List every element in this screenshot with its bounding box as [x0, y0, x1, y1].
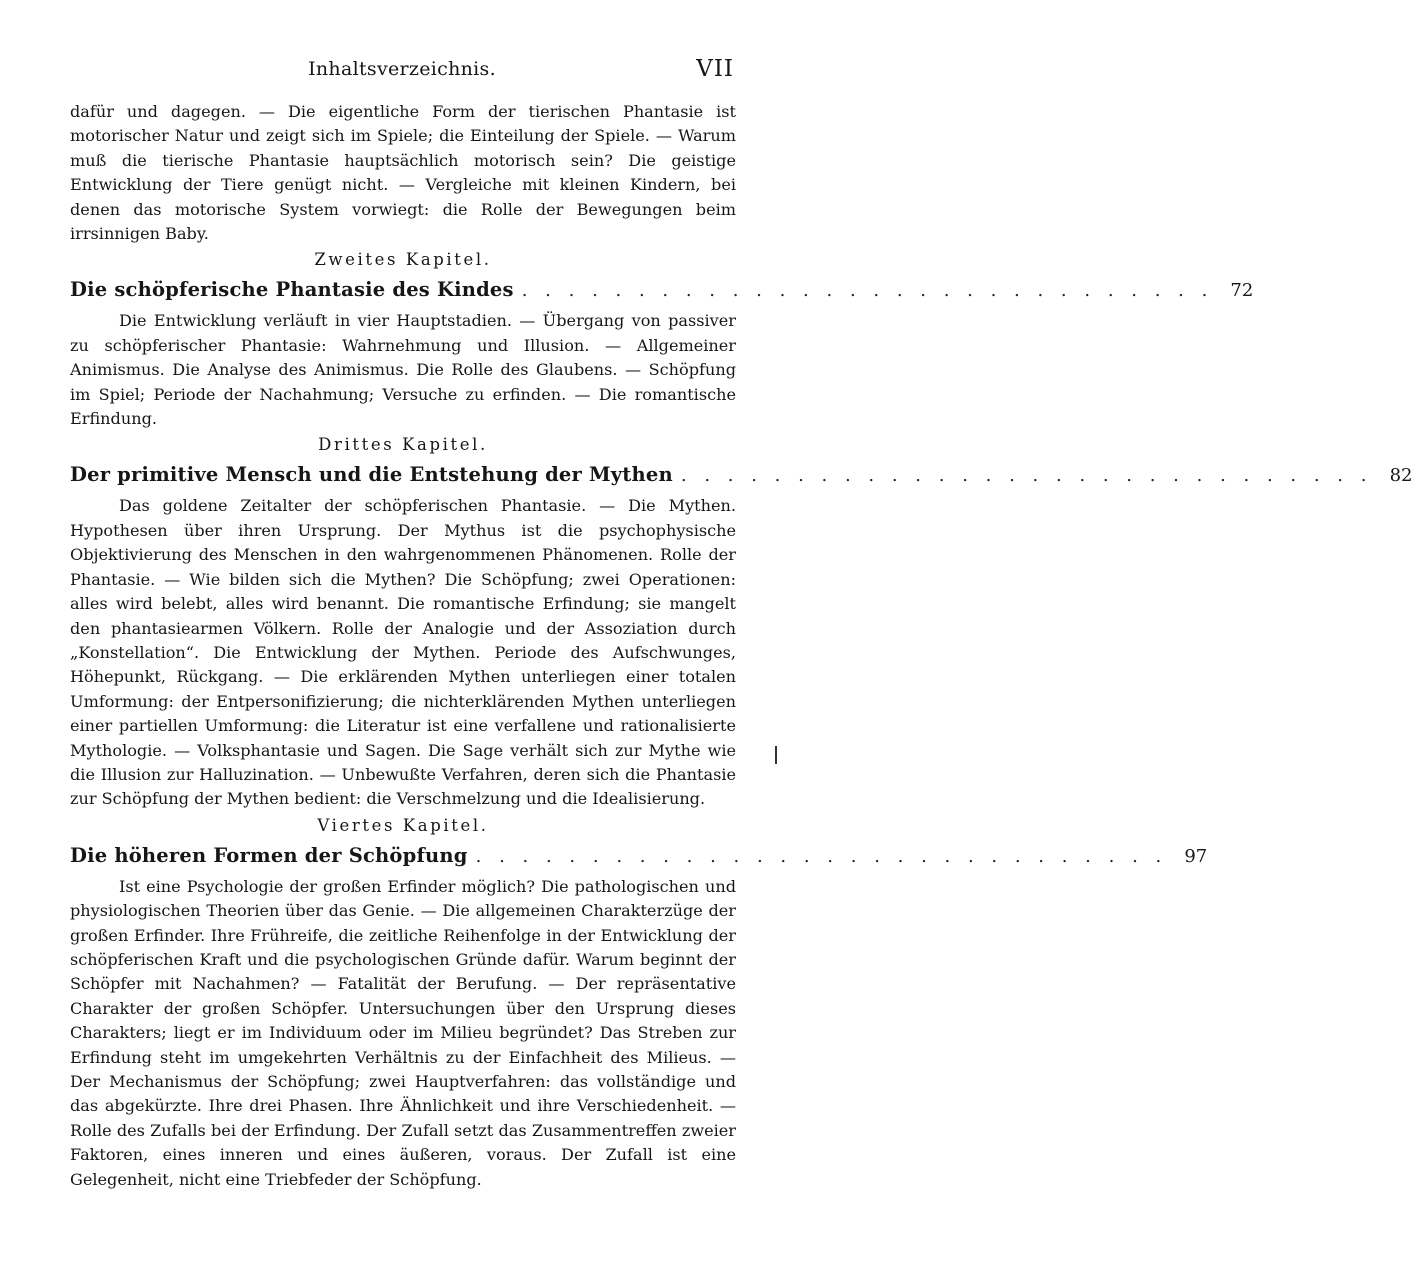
- intro-paragraph: dafür und dagegen. — Die eigentliche Form der tierischen Phantasie ist motorischer Natur und zeigt sich im Spiele; die Einteilung der Spiele. — Warum muß die tierische Phantasie hauptsächlich motorisch sein? Die geistige Entwicklung der Tiere genügt nicht. — Vergleiche mit kleinen Kindern, bei denen das motorische System vorwiegt: die Rolle der Bewegungen beim irrsinnigen Baby.: [70, 102, 736, 244]
- dot-leader: . . . . . . . . . . . . . . . . . . . . . . . . . . . . . .: [475, 845, 1168, 867]
- chapter-summary: Die Entwicklung verläuft in vier Hauptstadien. — Übergang von passiver zu schöpferischer Phantasie: Wahrnehmung und Illusion. — Allgemeiner Animismus. Die Analyse des Animismus. Die Rolle des Glaubens. — Schöpfung im Spiel; Periode der Nachahmung; Versuche zu erfinden. — Die romantische Erfindung.: [70, 311, 736, 429]
- chapter-title: Der primitive Mensch und die Entstehung der Mythen: [70, 463, 673, 487]
- chapter-summary: Das goldene Zeitalter der schöpferischen Phantasie. — Die Mythen. Hypothesen über ihren Ursprung. Der Mythus ist die psychophysische Objektivierung des Menschen in den wahrgenommenen Phänomenen. Rolle der Phantasie. — Wie bilden sich die Mythen? Die Schöpfung; zwei Operationen: alles wird belebt, alles wird benannt. Die romantische Erfindung; sie mangelt den phantasiearmen Völkern. Rolle der Analogie und der Assoziation durch „Konstellation“. Die Entwicklung der Mythen. Periode des Aufschwunges, Höhepunkt, Rückgang. — Die erklärenden Mythen unterliegen einer totalen Umformung: der Entpersonifizierung; die nichterklärenden Mythen unterliegen einer partiellen Umformung: die Literatur ist eine verfallene und rationalisierte Mythologie. — Volksphantasie und Sagen. Die Sage verhält sich zur Mythe wie die Illusion zur Halluzination. — Unbewußte Verfahren, deren sich die Phantasie zur Schöpfung der Mythen bedient: die Verschmelzung und die Idealisierung.: [70, 496, 736, 809]
- chapter-summary: Ist eine Psychologie der großen Erfinder möglich? Die pathologischen und physiologischen Theorien über das Genie. — Die allgemeinen Charakterzüge der großen Erfinder. Ihre Frühreife, die zeitliche Reihenfolge in der Entwicklung der schöpferischen Kraft und die psychologischen Gründe dafür. Warum beginnt der Schöpfer mit Nachahmen? — Fatalität der Berufung. — Der repräsentative Charakter der großen Schöpfer. Untersuchungen über den Ursprung dieses Charakters; liegt er im Individuum oder im Milieu begründet? Das Streben zur Erfindung steht im umgekehrten Verhältnis zu der Einfachheit des Milieus. — Der Mechanismus der Schöpfung; zwei Hauptverfahren: das vollständige und das abgekürzte. Ihre drei Phasen. Ihre Ähnlichkeit und ihre Verschiedenheit. — Rolle des Zufalls bei der Erfindung. Der Zufall setzt das Zusammentreffen zweier Faktoren, eines inneren und eines äußeren, voraus. Der Zufall ist eine Gelegenheit, nicht eine Triebfeder der Schöpfung.: [70, 876, 736, 1189]
- chapter-2: [70, 248, 1254, 431]
- chapter-4: [70, 814, 1208, 1192]
- running-title: Inhaltsverzeichnis.: [308, 58, 496, 80]
- chapter-title: Die höheren Formen der Schöpfung: [70, 843, 468, 867]
- chapter-page-number: 97: [1184, 845, 1208, 867]
- toc-entry[interactable]: [70, 843, 1208, 867]
- running-header: [70, 58, 734, 88]
- margin-mark: [775, 746, 777, 764]
- chapter-3: [70, 433, 1412, 811]
- toc-content: [70, 100, 1412, 1192]
- page-number: VII: [696, 56, 734, 82]
- toc-entry[interactable]: [70, 463, 1412, 487]
- chapter-label: Drittes Kapitel.: [318, 435, 488, 455]
- chapter-label: Viertes Kapitel.: [317, 815, 489, 835]
- chapter-page-number: 82: [1389, 465, 1412, 487]
- chapter-page-number: 72: [1230, 280, 1254, 302]
- chapter-title: Die schöpferische Phantasie des Kindes: [70, 278, 514, 302]
- chapter-label: Zweites Kapitel.: [314, 250, 492, 270]
- dot-leader: . . . . . . . . . . . . . . . . . . . . . . . . . . . . . .: [521, 280, 1214, 302]
- toc-entry[interactable]: [70, 278, 1254, 302]
- dot-leader: . . . . . . . . . . . . . . . . . . . . . . . . . . . . . .: [680, 465, 1373, 487]
